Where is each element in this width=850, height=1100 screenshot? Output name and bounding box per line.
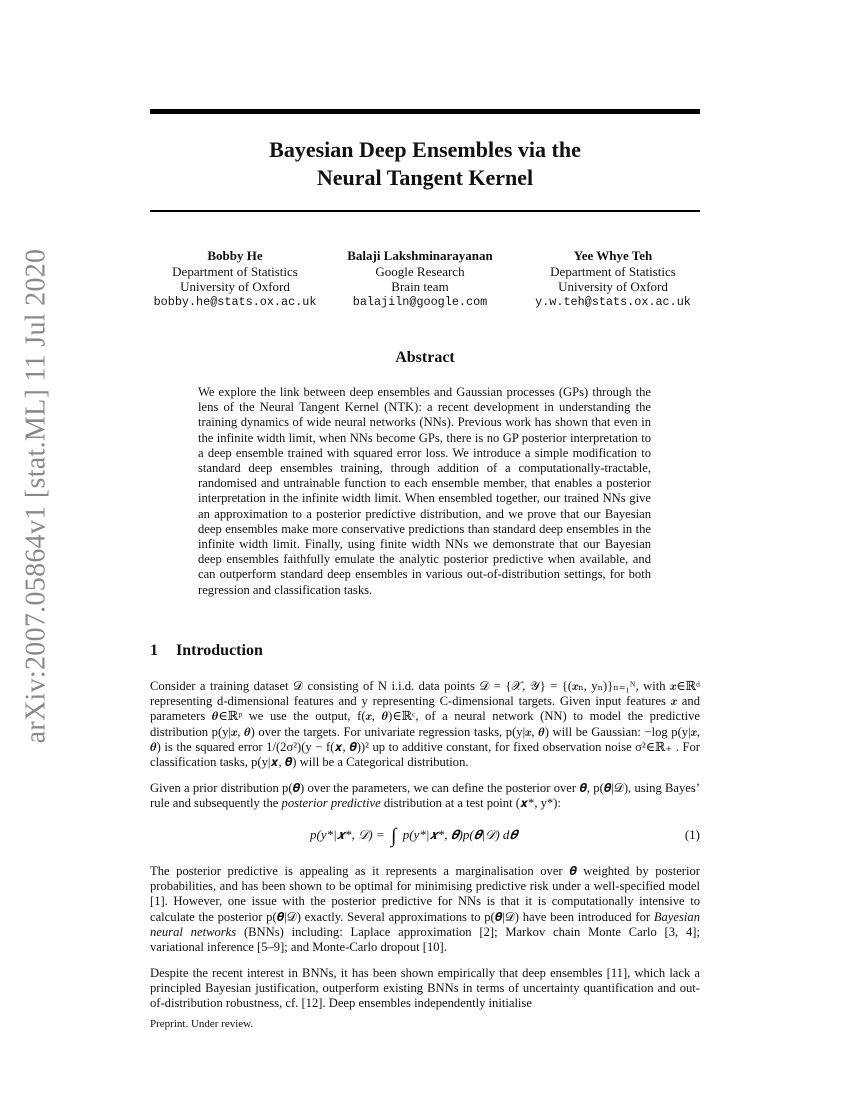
author-1 [140, 248, 330, 310]
author-2 [335, 248, 505, 310]
equation-number: (1) [684, 827, 700, 842]
author-name: Bobby He [207, 248, 263, 263]
intro-paragraph-1: Consider a training dataset 𝒟 consisting of N i.i.d. data points 𝒟 = {𝒳, 𝒴} = {(𝒙ₙ, yₙ)}ₙ₌₁ᴺ, with 𝒙∈ℝᵈ representing d-dimensional features and y representing C-dimensional targets. Given input features 𝒙 and parameters 𝜽∈ℝᵖ we use the output, f(𝒙, 𝜽)∈ℝᶜ, of a neural network (NN) to model the predictive distribution p(y|𝒙, 𝜽) over the targets. For univariate regression tasks, p(y|𝒙, 𝜽) will be Gaussian: −log p(y|𝒙, 𝜽) is the squared error 1/(2σ²)(y − f(𝒙, 𝜽))² up to additive constant, for fixed observation noise σ²∈ℝ₊ . For classification tasks, p(y|𝒙, 𝜽) will be a Categorical distribution. [150, 679, 700, 770]
author-affiliation: Department of Statistics [550, 263, 676, 279]
author-affiliation: University of Oxford [180, 279, 290, 294]
author-affiliation: Brain team [391, 279, 449, 294]
arxiv-stamp [14, 248, 58, 744]
abstract-body: We explore the link between deep ensembles and Gaussian processes (GPs) through the lens of the Neural Tangent Kernel (NTK): a recent development in understanding the training dynamics of wide neural networks (NNs). Previous work has shown that even in the infinite width limit, when NNs become GPs, there is no GP posterior interpretation to a deep ensemble trained with squared error loss. We introduce a simple modification to standard deep ensembles training, through addition of a computationally-tractable, randomised and untrainable function to each ensemble member, that enables a posterior interpretation in the infinite width limit. When ensembled together, our trained NNs give an approximation to a posterior predictive distribution, and we prove that our Bayesian deep ensembles make more conservative predictions than standard deep ensembles in the infinite width limit. Finally, using finite width NNs we demonstrate that our Bayesian deep ensembles faithfully emulate the analytic posterior predictive when available, and can outperform standard deep ensembles in various out-of-distribution settings, for both regression and classification tasks. [198, 385, 651, 597]
author-name: Balaji Lakshminarayanan [347, 248, 493, 263]
equation-rhs: p(y*|𝒙*, 𝜽)p(𝜽|𝒟) d𝜽 [402, 827, 518, 842]
title-top-rule [150, 109, 700, 114]
author-affiliation: University of Oxford [558, 279, 668, 294]
author-affiliation: Google Research [375, 263, 465, 279]
emphasis-text: posterior predictive [281, 796, 381, 811]
intro-paragraph-4: Despite the recent interest in BNNs, it has been shown empirically that deep ensembles [11], which lack a principled Bayesian justification, outperform existing BNNs in terms of uncertainty quantification and out-of-distribution robustness, cf. [12]. Deep ensembles independently initialise [150, 966, 700, 1011]
title-bottom-rule [150, 210, 700, 212]
intro-paragraph-2 [150, 781, 700, 811]
equation-body [310, 825, 517, 848]
paragraph-text: (BNNs) including: Laplace approximation [2]; Markov chain Monte Carlo [3, 4]; variational inference [5–9]; and Monte-Carlo dropout [10]. [150, 924, 700, 955]
author-email: y.w.teh@stats.ox.ac.uk [535, 294, 691, 309]
arxiv-stamp-text: arXiv:2007.05864v1 [stat.ML] 11 Jul 2020 [20, 248, 52, 744]
abstract-heading: Abstract [395, 349, 455, 366]
paragraph-text: Given a prior distribution p(𝜽) over the parameters, we can define the posterior over 𝜽, p(𝜽|𝒟), using Bayes’ rule and subsequently the [150, 781, 700, 811]
integral-symbol: ∫ [391, 825, 397, 847]
paragraph-text: The posterior predictive is appealing as it represents a marginalisation over 𝜽 weighted by posterior probabilities, and has been shown to be optimal for minimising predictive risk under a well-specified model [1]. However, one issue with the posterior predictive for NNs is that it is computationally intensive to calculate the posterior p(𝜽|𝒟) exactly. Several approximations to p(𝜽|𝒟) have been introduced for [150, 864, 700, 924]
section-title: Introduction [176, 642, 263, 659]
emphasis-text: Bayesian neural networks [150, 909, 700, 939]
section-heading [150, 642, 263, 660]
author-name: Yee Whye Teh [573, 248, 653, 263]
equation-1 [150, 823, 700, 849]
paragraph-text: distribution at a test point (𝒙*, y*): [380, 796, 561, 811]
title-line-2: Neural Tangent Kernel [316, 165, 534, 190]
equation-lhs: p(y*|𝒙*, 𝒟) = [310, 827, 385, 842]
paper-title [150, 136, 700, 192]
title-line-1: Bayesian Deep Ensembles via the [269, 137, 581, 162]
footer-note: Preprint. Under review. [150, 1018, 254, 1030]
author-email: balajiln@google.com [352, 294, 488, 309]
author-email: bobby.he@stats.ox.ac.uk [153, 294, 317, 309]
author-affiliation: Department of Statistics [172, 263, 298, 279]
section-number: 1 [150, 642, 158, 659]
author-block [150, 248, 700, 318]
author-3 [518, 248, 708, 310]
intro-paragraph-3 [150, 864, 700, 955]
